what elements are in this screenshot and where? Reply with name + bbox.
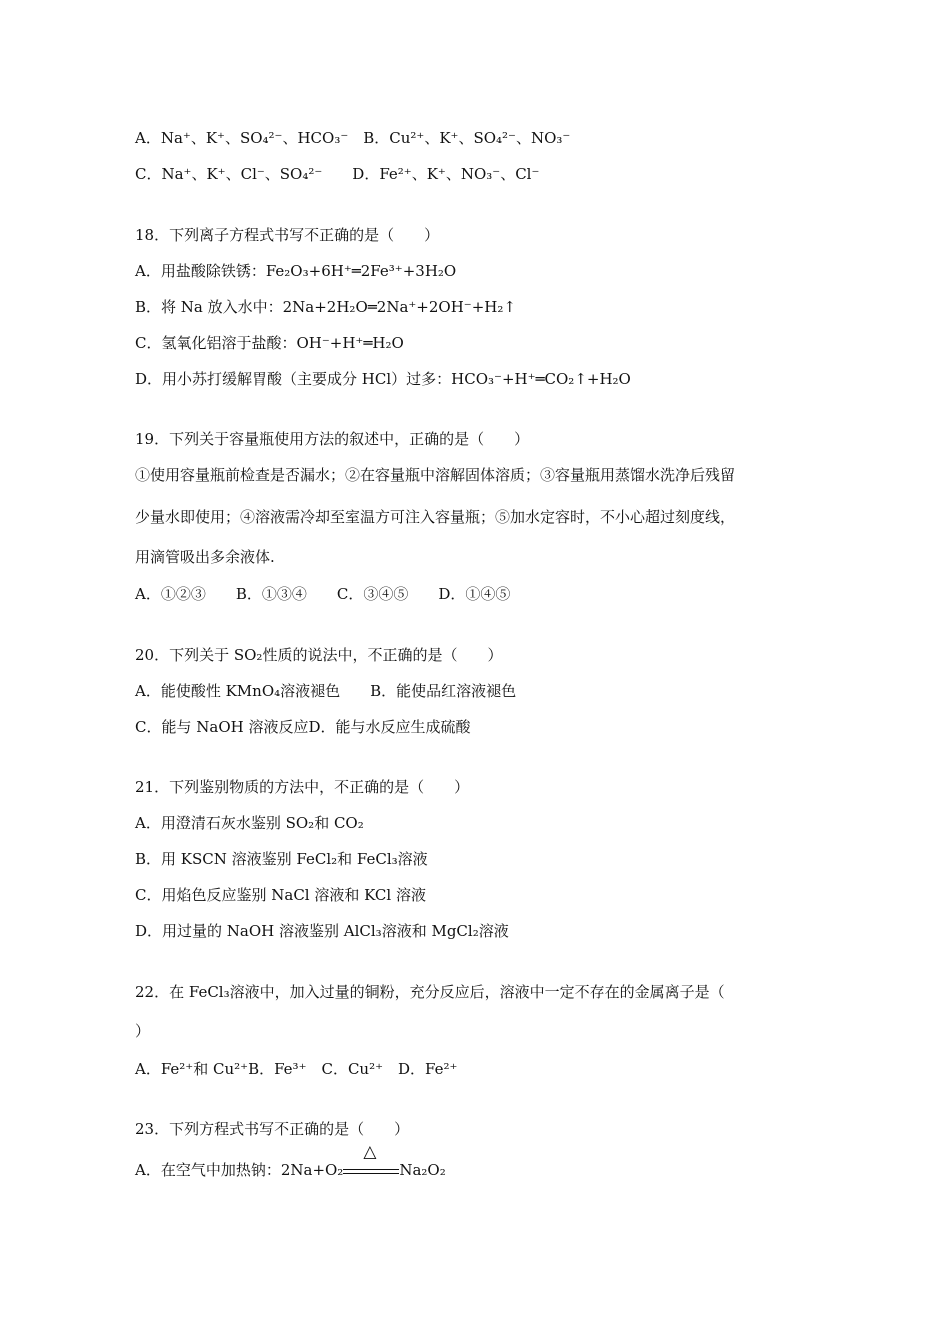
q18-option-b: B．将 Na 放入水中：2Na+2H₂O═2Na⁺+2OH⁻+H₂↑ [135,298,516,316]
q19-body-line3: 用滴管吸出多余液体. [135,548,275,566]
q18-option-a: A．用盐酸除铁锈：Fe₂O₃+6H⁺═2Fe³⁺+3H₂O [135,262,457,280]
q20-options-ab: A．能使酸性 KMnO₄溶液褪色 B．能使品红溶液褪色 [135,682,517,700]
q18-option-d: D．用小苏打缓解胃酸（主要成分 HCl）过多：HCO₃⁻+H⁺═CO₂↑+H₂O [135,370,631,388]
q20-stem: 20．下列关于 SO₂性质的说法中，不正确的是（ ） [135,646,503,664]
q17-options-ab: A．Na⁺、K⁺、SO₄²⁻、HCO₃⁻ B．Cu²⁺、K⁺、SO₄²⁻、NO₃⁻ [135,129,571,147]
q21-option-b: B．用 KSCN 溶液鉴别 FeCl₂和 FeCl₃溶液 [135,850,428,868]
q19-body-line2: 少量水即使用；④溶液需冷却至室温方可注入容量瓶；⑤加水定容时，不小心超过刻度线， [135,508,736,526]
q22-options: A．Fe²⁺和 Cu²⁺B．Fe³⁺ C．Cu²⁺ D．Fe²⁺ [135,1060,458,1078]
q21-option-c: C．用焰色反应鉴别 NaCl 溶液和 KCl 溶液 [135,886,426,904]
q19-body-line1: ①使用容量瓶前检查是否漏水；②在容量瓶中溶解固体溶质；③容量瓶用蒸馏水洗净后残留 [135,466,736,484]
q21-option-a: A．用澄清石灰水鉴别 SO₂和 CO₂ [135,814,364,832]
q23-option-a-product: Na₂O₂ [399,1161,446,1179]
q22-stem-line2: ） [135,1022,151,1040]
q23-option-a-reactants: A．在空气中加热钠：2Na+O₂ [135,1161,344,1179]
q23-option-a [135,1142,446,1180]
q23-stem: 23．下列方程式书写不正确的是（ ） [135,1120,410,1138]
q19-options: A．①②③ B．①③④ C．③④⑤ D．①④⑤ [135,585,511,603]
q20-options-cd: C．能与 NaOH 溶液反应D．能与水反应生成硫酸 [135,718,471,736]
q22-stem-line1: 22．在 FeCl₃溶液中，加入过量的铜粉，充分反应后，溶液中一定不存在的金属离子是（ [135,983,725,1001]
heat-triangle-icon: △ [363,1142,377,1162]
q17-options-cd: C．Na⁺、K⁺、Cl⁻、SO₄²⁻ D．Fe²⁺、K⁺、NO₃⁻、Cl⁻ [135,165,540,183]
q21-stem: 21．下列鉴别物质的方法中，不正确的是（ ） [135,778,470,796]
heating-equals-sign [343,1142,399,1180]
q18-stem: 18．下列离子方程式书写不正确的是（ ） [135,226,440,244]
q19-stem: 19．下列关于容量瓶使用方法的叙述中，正确的是（ ） [135,430,530,448]
q21-option-d: D．用过量的 NaOH 溶液鉴别 AlCl₃溶液和 MgCl₂溶液 [135,922,509,940]
q18-option-c: C．氢氧化铝溶于盐酸：OH⁻+H⁺═H₂O [135,334,404,352]
